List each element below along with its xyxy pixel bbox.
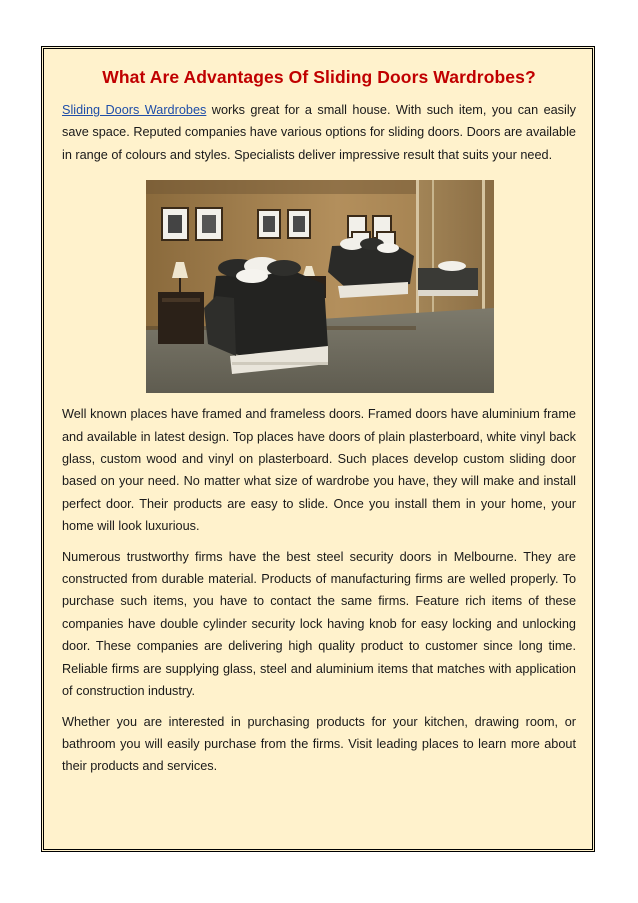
bedroom-photo <box>146 180 494 393</box>
sliding-doors-wardrobes-link[interactable]: Sliding Doors Wardrobes <box>62 103 207 117</box>
document-title: What Are Advantages Of Sliding Doors Wardrobes? <box>102 67 536 87</box>
closing-paragraph: Whether you are interested in purchasing products for your kitchen, drawing room, or bathroom you will easily purchase from the firms. Visit leading places to learn more about their products and services. <box>62 714 576 774</box>
framed-doors-paragraph: Well known places have framed and frameless doors. Framed doors have aluminium frame and available in latest design. Top places have doors of plain plasterboard, white vinyl back glass, custom wood and vinyl on plasterboard. Such places develop custom sliding door based on your need. No matter what size of wardrobe you have, they will make and install perfect door. Their products are easy to slide. Once you install them in your home, your home will look luxurious. <box>62 407 576 534</box>
security-doors-paragraph: Numerous trustworthy firms have the best steel security doors in Melbourne. They are constructed from durable material. Products of manufacturing firms are welled properly. To purchase such items, you have to contact the same firms. Feature rich items of these companies have double cylinder security lock having knob for easy locking and unlocking door. These companies are delivering high quality product to customer since long time. Reliable firms are supplying glass, steel and aluminium items that matches with application of construction industry. <box>62 549 576 699</box>
intro-text: works great for a small house. With such item, you can easily save space. Reputed companies have various options for sliding doors. Doors are available in range of colours and styles. Specialists deliver impressive result that suits your need. <box>62 103 577 162</box>
page-frame <box>41 46 595 852</box>
document-body <box>62 66 576 778</box>
intro-paragraph <box>62 99 576 166</box>
